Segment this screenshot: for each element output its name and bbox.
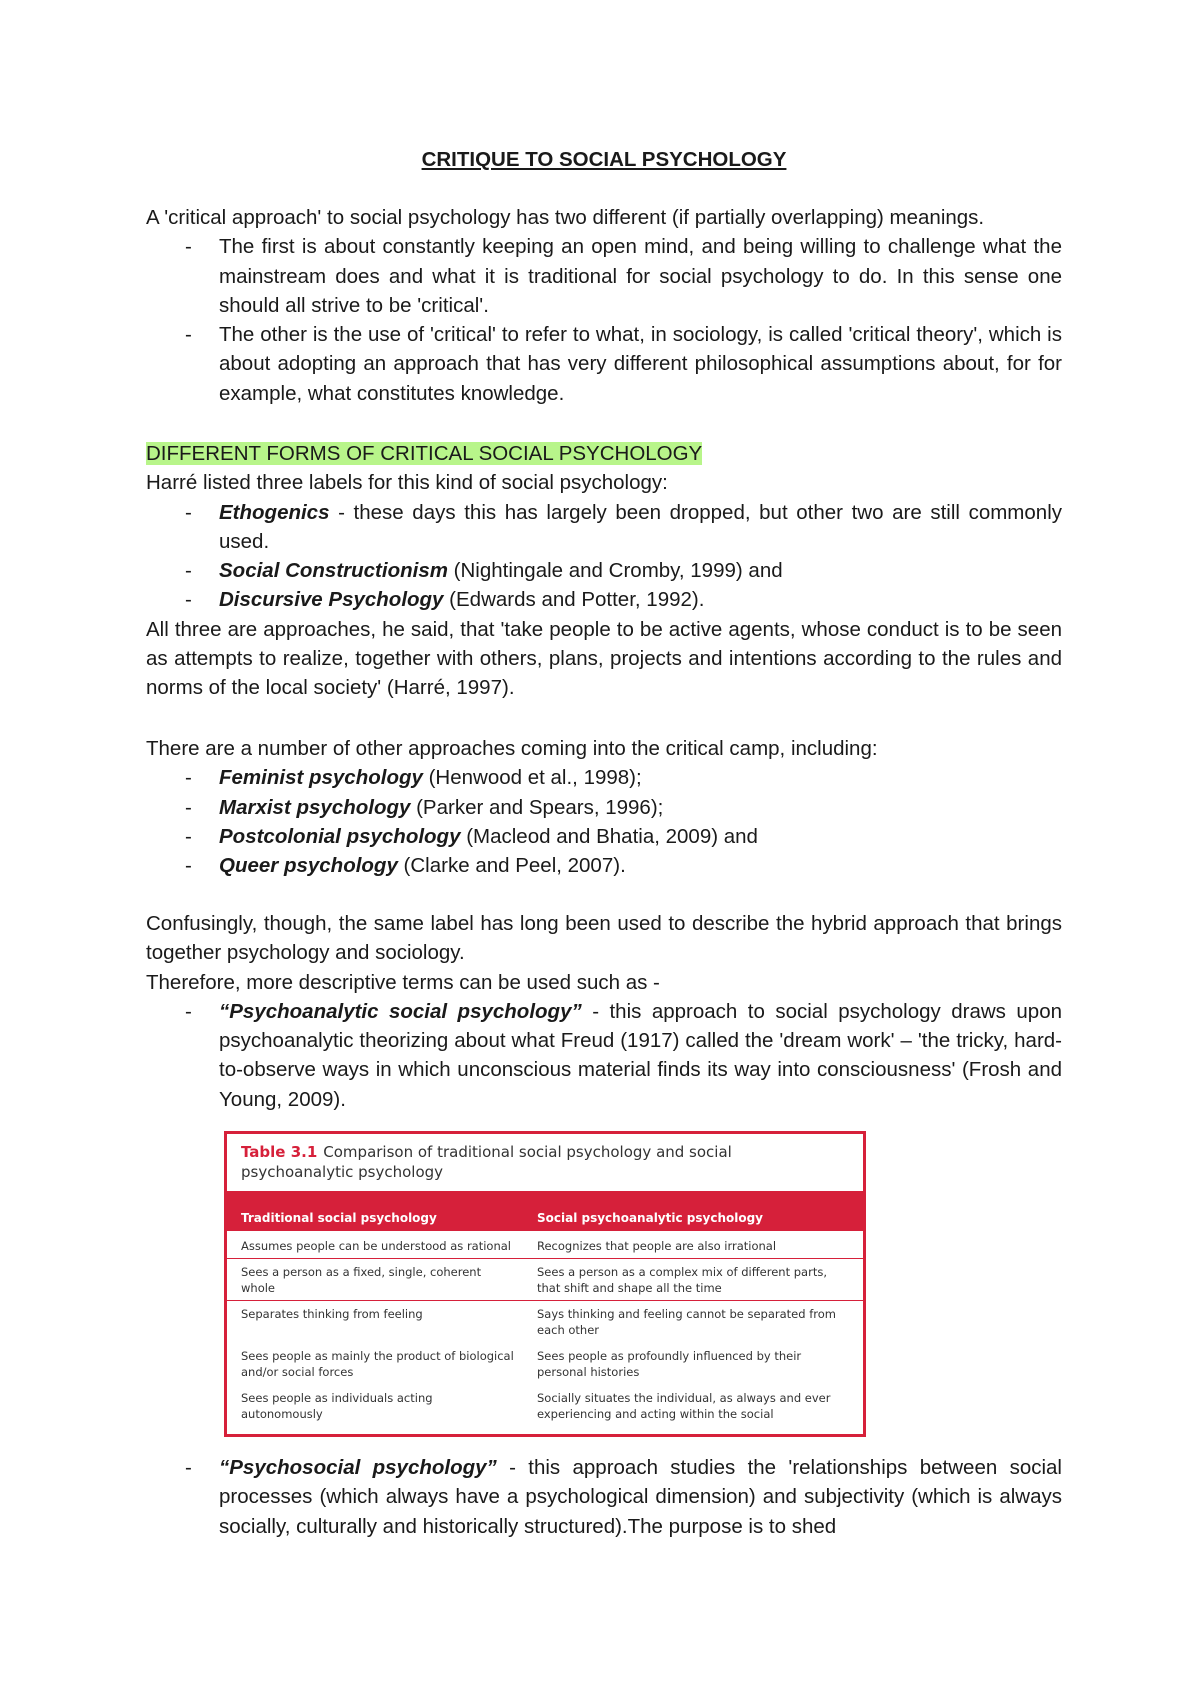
table-number: Table 3.1 (241, 1143, 318, 1161)
psychosocial-section (146, 1453, 1062, 1541)
list-item (146, 822, 1062, 851)
table-cell: Separates thinking from feeling (241, 1307, 423, 1321)
table-header-cell: Traditional social psychology (241, 1211, 437, 1225)
table-cell: Sees a person as a complex mix of different parts, that shift and shape all the time (537, 1265, 827, 1295)
table-caption-text: Comparison of traditional social psychology and social psychoanalytic psychology (241, 1143, 732, 1181)
term-label: Marxist psychology (219, 795, 411, 819)
harre-labels-list (146, 498, 1062, 615)
list-item (146, 851, 1062, 880)
dash-bullet: - (185, 500, 192, 524)
section-heading: DIFFERENT FORMS OF CRITICAL SOCIAL PSYCHOLOGY (146, 442, 703, 465)
confusing-paragraph: Confusingly, though, the same label has long been used to describe the hybrid approach that brings together psychology and sociology. (146, 912, 1062, 965)
term-description: (Henwood et al., 1998); (422, 766, 642, 790)
term-description: (Nightingale and Cromby, 1999) and (447, 559, 783, 583)
term-description: - this approach to social psychology draws upon psychoanalytic theorizing about what Freud (1917) called the 'dream work' – 'the tricky, hard-to-observe ways in which unconscious material finds its way into consciousness' (Frosh and Young, 2009). (219, 999, 1063, 1111)
intro-block (146, 203, 1062, 408)
term-description: - this approach studies the 'relationships between social processes (which always have a psychological dimension) and subjectivity (which is always socially, culturally and historically structured).The purpose is to shed (219, 1456, 1062, 1538)
list-item (146, 320, 1062, 408)
therefore-paragraph: Therefore, more descriptive terms can be used such as - (146, 970, 660, 994)
term-label: Postcolonial psychology (219, 824, 461, 848)
table-cell: Assumes people can be understood as rational (241, 1239, 511, 1253)
list-item (146, 793, 1062, 822)
harre-intro: Harré listed three labels for this kind of social psychology: (146, 471, 668, 495)
table-cell: Sees people as mainly the product of biological and/or social forces (241, 1349, 514, 1379)
term-description: - these days this has largely been dropped, but other two are still commonly used. (219, 500, 1062, 553)
harre-quote: All three are approaches, he said, that 'take people to be active agents, whose conduct is to be seen as attempts to realize, together with others, plans, projects and intentions according to the rules and norms of the local society' (Harré, 1997). (146, 617, 1062, 700)
list-item (146, 498, 1062, 557)
dash-bullet: - (185, 323, 192, 347)
table-divider (227, 1258, 863, 1259)
list-item (146, 997, 1062, 1114)
dash-bullet: - (185, 235, 192, 259)
table-cell: Sees a person as a fixed, single, coherent whole (241, 1265, 482, 1295)
list-item (146, 232, 1062, 320)
table-divider (227, 1300, 863, 1301)
term-label: Social Constructionism (219, 559, 448, 583)
intro-paragraph: A 'critical approach' to social psychology has two different (if partially overlapping) meanings. (146, 206, 985, 229)
meaning-text: The other is the use of 'critical' to refer to what, in sociology, is called 'critical theory', which is about adopting an approach that has very different philosophical assumptions about, for for example, what constitutes knowledge. (219, 323, 1062, 405)
comparison-table-figure (224, 1131, 866, 1437)
list-item (146, 585, 1062, 614)
dash-bullet: - (185, 588, 192, 612)
forms-section (146, 439, 1062, 703)
dash-bullet: - (185, 795, 192, 819)
list-item (146, 1453, 1062, 1541)
dash-bullet: - (185, 559, 192, 583)
table-caption (241, 1142, 841, 1182)
term-label: Ethogenics (219, 500, 330, 524)
term-description: (Clarke and Peel, 2007). (397, 854, 626, 878)
term-label: Feminist psychology (219, 766, 423, 790)
dash-bullet: - (185, 766, 192, 790)
other-approaches-list (146, 763, 1062, 880)
document-title: CRITIQUE TO SOCIAL PSYCHOLOGY (421, 148, 787, 171)
dash-bullet: - (185, 824, 192, 848)
table-cell: Sees people as profoundly influenced by their personal histories (537, 1349, 802, 1379)
table-cell: Says thinking and feeling cannot be separated from each other (537, 1307, 836, 1337)
term-label: Discursive Psychology (219, 588, 444, 612)
term-description: (Edwards and Potter, 1992). (443, 588, 705, 612)
table-cell: Recognizes that people are also irrational (537, 1239, 777, 1253)
list-item (146, 556, 1062, 585)
list-item (146, 763, 1062, 792)
table-cell: Socially situates the individual, as always and ever experiencing and acting within the social (537, 1391, 831, 1421)
dash-bullet: - (185, 999, 192, 1023)
table-cell: Sees people as individuals acting autonomously (241, 1391, 433, 1421)
psychosocial-list (146, 1453, 1062, 1541)
other-approaches-section (146, 734, 1062, 880)
meaning-text: The first is about constantly keeping an open mind, and being willing to challenge what the mainstream does and what it is traditional for social psychology to do. In this sense one should all strive to be 'critical'. (219, 235, 1062, 317)
term-description: (Parker and Spears, 1996); (410, 795, 664, 819)
term-description: (Macleod and Bhatia, 2009) and (460, 824, 758, 848)
table-header-cell: Social psychoanalytic psychology (537, 1211, 763, 1225)
meanings-list (146, 232, 1062, 408)
dash-bullet: - (185, 854, 192, 878)
term-label: Queer psychology (219, 854, 398, 878)
table-header-row (227, 1191, 863, 1231)
term-label: “Psychoanalytic social psychology” (219, 999, 582, 1023)
descriptive-terms-section (146, 909, 1062, 1114)
term-label: “Psychosocial psychology” (219, 1456, 497, 1479)
descriptive-terms-list (146, 997, 1062, 1114)
other-intro: There are a number of other approaches coming into the critical camp, including: (146, 737, 878, 760)
dash-bullet: - (185, 1456, 192, 1479)
